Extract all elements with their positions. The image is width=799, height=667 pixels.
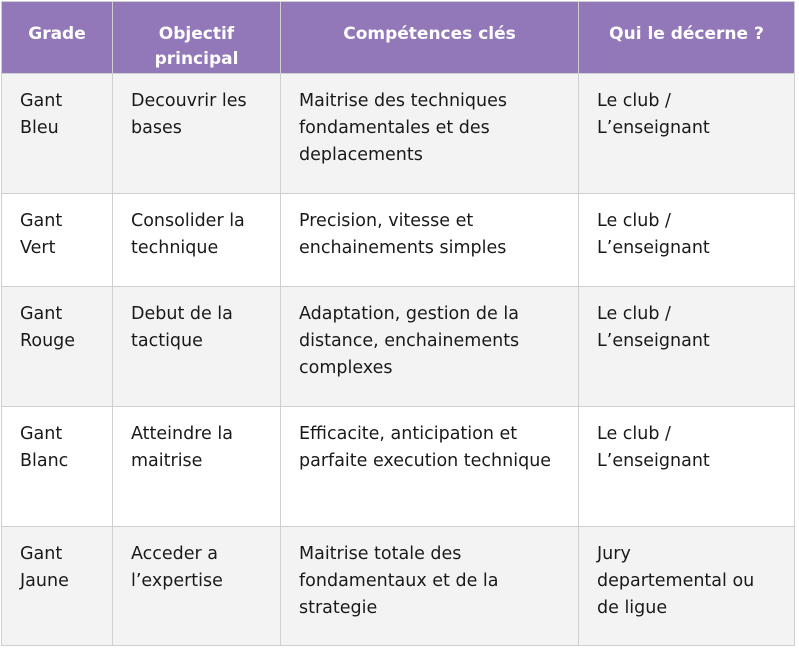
table-row — [2, 407, 795, 527]
cell-competences: Precision, vitesse et enchainements simples — [281, 194, 579, 287]
cell-objectif: Acceder a l’expertise — [113, 527, 281, 646]
header-grade: Grade — [2, 2, 113, 74]
cell-decerne: Jury departemental ou de ligue — [579, 527, 795, 646]
cell-competences: Maitrise des techniques fondamentales et des deplacements — [281, 74, 579, 194]
cell-competences: Efficacite, anticipation et parfaite execution technique — [281, 407, 579, 527]
table-row — [2, 74, 795, 194]
header-objectif: Objectif principal — [113, 2, 281, 74]
cell-grade: Gant Blanc — [2, 407, 113, 527]
cell-competences: Maitrise totale des fondamentaux et de la strategie — [281, 527, 579, 646]
cell-competences: Adaptation, gestion de la distance, enchainements complexes — [281, 287, 579, 407]
cell-objectif: Atteindre la maitrise — [113, 407, 281, 527]
cell-objectif: Consolider la technique — [113, 194, 281, 287]
table-row — [2, 527, 795, 646]
cell-decerne: Le club / L’enseignant — [579, 74, 795, 194]
table-row — [2, 287, 795, 407]
table-row — [2, 194, 795, 287]
cell-grade: Gant Vert — [2, 194, 113, 287]
cell-grade: Gant Rouge — [2, 287, 113, 407]
header-decerne: Qui le décerne ? — [579, 2, 795, 74]
grades-table — [1, 1, 795, 646]
cell-decerne: Le club / L’enseignant — [579, 194, 795, 287]
cell-decerne: Le club / L’enseignant — [579, 407, 795, 527]
cell-objectif: Debut de la tactique — [113, 287, 281, 407]
cell-decerne: Le club / L’enseignant — [579, 287, 795, 407]
table-header-row — [2, 2, 795, 74]
cell-objectif: Decouvrir les bases — [113, 74, 281, 194]
cell-grade: Gant Jaune — [2, 527, 113, 646]
cell-grade: Gant Bleu — [2, 74, 113, 194]
header-competences: Compétences clés — [281, 2, 579, 74]
